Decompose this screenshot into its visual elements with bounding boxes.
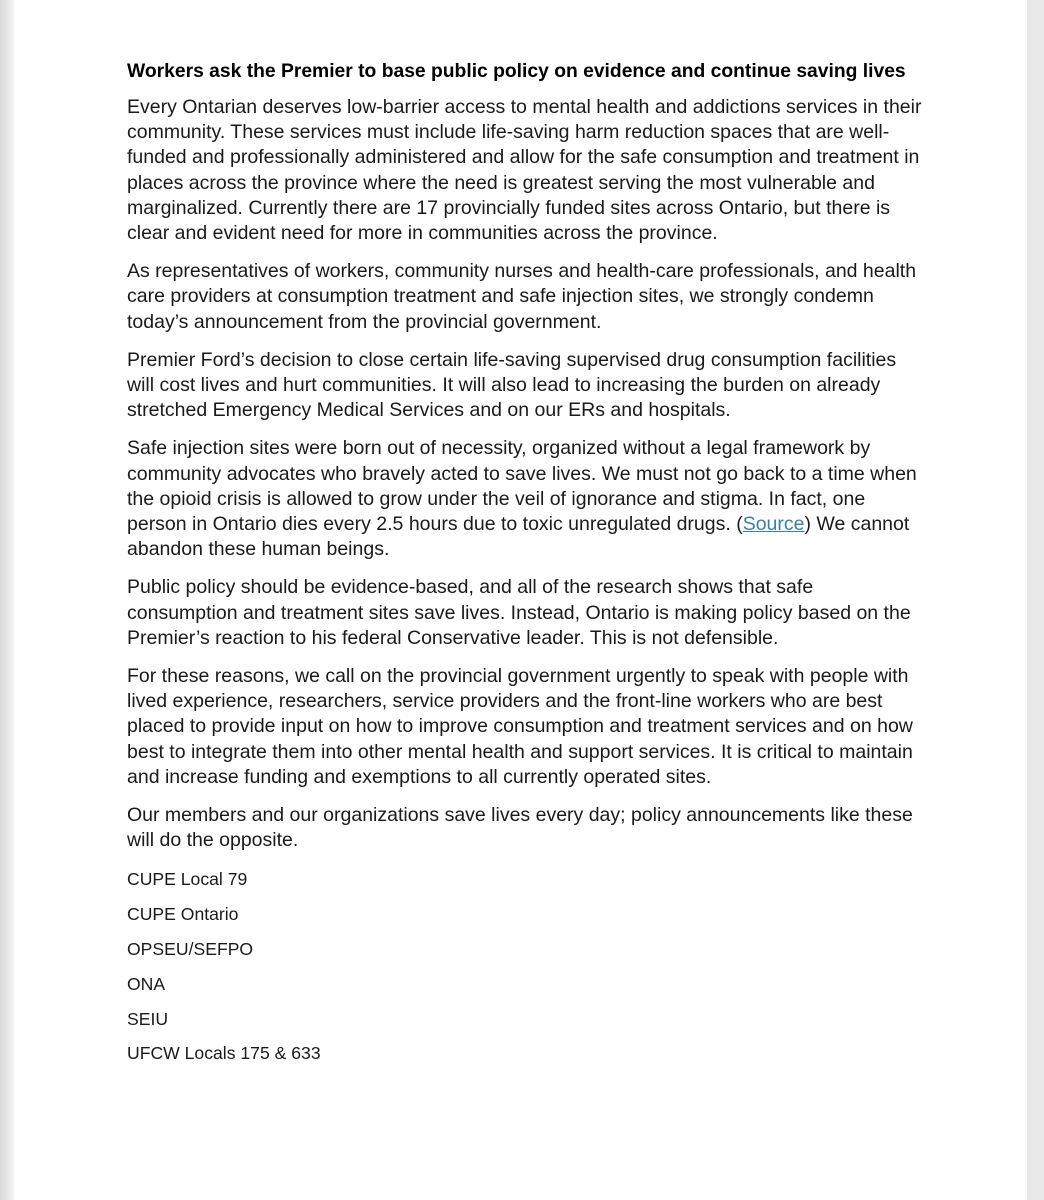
page-edge-right bbox=[1027, 0, 1044, 1200]
paragraph-representatives: As representatives of workers, community nurses and health-care professionals, and health care providers at consumption treatment and safe injection sites, we strongly condemn today’s announcement from the provincial government. bbox=[127, 260, 917, 333]
signatory: CUPE Ontario bbox=[127, 904, 239, 925]
signatory: SEIU bbox=[127, 1008, 169, 1029]
paragraph-closing: Our members and our organizations save lives every day; policy announcements like these will do the opposite. bbox=[127, 804, 913, 852]
paragraph-safe-injection bbox=[127, 436, 927, 562]
paragraph-access: Every Ontarian deserves low-barrier access to mental health and addictions services in their community. These services must include life-saving harm reduction spaces that are well-funded and professionally administered and allow for the safe consumption and treatment in places across the province where the need is greatest serving the most vulnerable and marginalized. Currently there are 17 provincially funded sites across Ontario, but there is clear and evident need for more in communities across the province. bbox=[127, 96, 922, 245]
page-edge-left bbox=[0, 0, 14, 1200]
paragraph-call-to-action: For these reasons, we call on the provincial government urgently to speak with people with lived experience, researchers, service providers and the front-line workers who are best placed to provide input on how to improve consumption and treatment services and on how best to integrate them into other mental health and support services. It is critical to maintain and increase funding and exemptions to all currently operated sites. bbox=[127, 665, 913, 788]
paragraph-premier-decision: Premier Ford’s decision to close certain life-saving supervised drug consumption facilities will cost lives and hurt communities. It will also lead to increasing the burden on already stretched Emergency Medical Services and on our ERs and hospitals. bbox=[127, 348, 897, 422]
document-body bbox=[127, 59, 927, 1077]
source-link[interactable]: Source bbox=[742, 513, 805, 536]
paragraph-safe-injection-text-after: ) We cannot abandon these human beings. bbox=[127, 513, 910, 561]
signatory: ONA bbox=[127, 973, 166, 994]
signatory: OPSEU/SEFPO bbox=[127, 939, 254, 960]
signatories-list bbox=[127, 868, 927, 1064]
signatory: UFCW Locals 175 & 633 bbox=[127, 1043, 321, 1064]
paragraph-safe-injection-text-before: Safe injection sites were born out of necessity, organized without a legal framework by community advocates who bravely acted to save lives. We must not go back to a time when the opioid crisis is allowed to grow under the veil of ignorance and stigma. In fact, one person in Ontario dies every 2.5 hours due to toxic unregulated drugs. ( bbox=[127, 437, 917, 536]
signatory: CUPE Local 79 bbox=[127, 869, 248, 890]
document-title: Workers ask the Premier to base public policy on evidence and continue saving lives bbox=[127, 61, 906, 82]
paragraph-public-policy: Public policy should be evidence-based, and all of the research shows that safe consumption and treatment sites save lives. Instead, Ontario is making policy based on the Premier’s reaction to his federal Conservative leader. This is not defensible. bbox=[127, 576, 911, 649]
